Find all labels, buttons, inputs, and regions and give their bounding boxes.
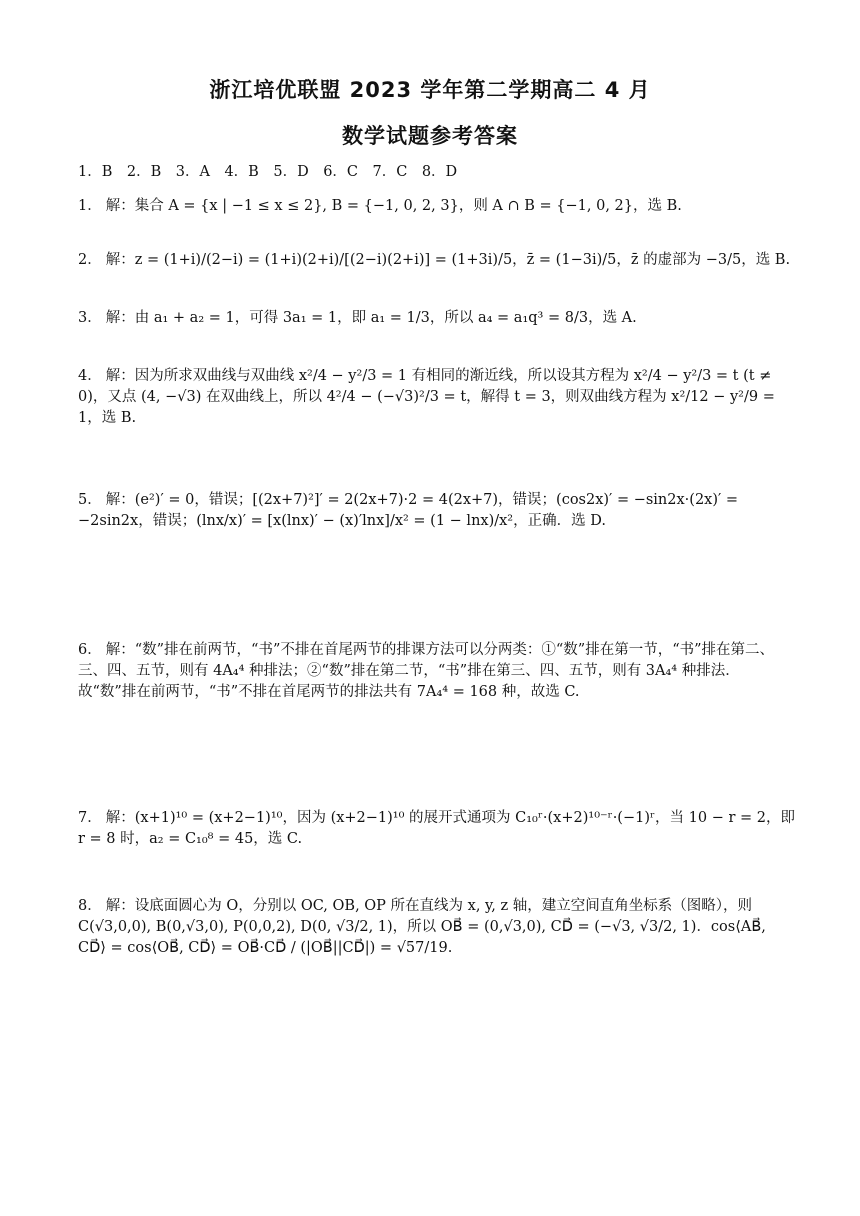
solution-text: 解：“数”排在前两节，“书”不排在首尾两节的排课方法可以分两类：①“数”排在第一节，“书”排在第二、三、四、五节，则有 4A₄⁴ 种排法；②“数”排在第二节，“书”排在第三、四、五节，则有 3A₄⁴ 种排法．故“数”排在前两节，“书”不排在首尾两节的排法共有 7A₄⁴ = 168 种，故选 C. — [78, 642, 775, 701]
solution-4 — [78, 366, 798, 429]
solution-6 — [78, 640, 798, 703]
solution-text: 解：z = (1+i)/(2−i) = (1+i)(2+i)/[(2−i)(2+i)] = (1+3i)/5，z̄ = (1−3i)/5，z̄ 的虚部为 −3/5，选 B. — [105, 252, 791, 268]
solution-number: 3． — [78, 310, 102, 326]
document-subtitle: 数学试题参考答案 — [342, 124, 518, 148]
solution-8 — [78, 896, 798, 959]
solution-number: 6． — [78, 642, 102, 658]
solution-7 — [78, 808, 798, 850]
solution-text: 解：设底面圆心为 O，分别以 OC, OB, OP 所在直线为 x, y, z 轴，建立空间直角坐标系（图略），则 C(√3,0,0), B(0,√3,0), P(0,0,2), D(0, √3/2, 1)，所以 OB⃗ = (0,√3,0), CD⃗ = (−√3, √3/2, 1)．cos⟨AB⃗, CD⃗⟩ = cos⟨OB⃗, CD⃗⟩ = OB⃗·CD⃗ / (|OB⃗||CD⃗|) = √57/19. — [78, 898, 766, 957]
document-title: 浙江培优联盟 2023 学年第二学期高二 4 月 — [209, 78, 651, 102]
solution-text: 解：(e²)′ = 0，错误；[(2x+7)²]′ = 2(2x+7)·2 = 4(2x+7)，错误；(cos2x)′ = −sin2x·(2x)′ = −2sin2x，错误；(lnx/x)′ = [x(lnx)′ − (x)′lnx]/x² = (1 − lnx)/x²，正确．选 D. — [78, 492, 739, 530]
solution-number: 1． — [78, 198, 102, 214]
solution-5 — [78, 490, 798, 532]
solution-text: 解：集合 A = {x | −1 ≤ x ≤ 2}, B = {−1, 0, 2, 3}，则 A ∩ B = {−1, 0, 2}，选 B. — [105, 198, 682, 214]
solution-number: 4． — [78, 368, 102, 384]
solution-text: 解：(x+1)¹⁰ = (x+2−1)¹⁰，因为 (x+2−1)¹⁰ 的展开式通项为 C₁₀ʳ·(x+2)¹⁰⁻ʳ·(−1)ʳ，当 10 − r = 2，即 r = 8 时，a₂ = C₁₀⁸ = 45，选 C. — [78, 810, 795, 848]
answer-key-line: 1．B 2．B 3．A 4．B 5．D 6．C 7．C 8．D — [78, 164, 458, 180]
solution-number: 2． — [78, 252, 102, 268]
solution-1 — [78, 196, 798, 217]
solution-3 — [78, 308, 798, 329]
solution-2 — [78, 250, 798, 271]
solution-number: 5． — [78, 492, 102, 508]
solution-text: 解：因为所求双曲线与双曲线 x²/4 − y²/3 = 1 有相同的渐近线，所以设其方程为 x²/4 − y²/3 = t (t ≠ 0)，又点 (4, −√3) 在双曲线上，所以 4²/4 − (−√3)²/3 = t，解得 t = 3，则双曲线方程为 x²/12 − y²/9 = 1，选 B. — [78, 368, 775, 427]
solution-number: 8． — [78, 898, 102, 914]
solution-number: 7． — [78, 810, 102, 826]
solution-text: 解：由 a₁ + a₂ = 1，可得 3a₁ = 1，即 a₁ = 1/3，所以 a₄ = a₁q³ = 8/3，选 A. — [105, 310, 637, 326]
